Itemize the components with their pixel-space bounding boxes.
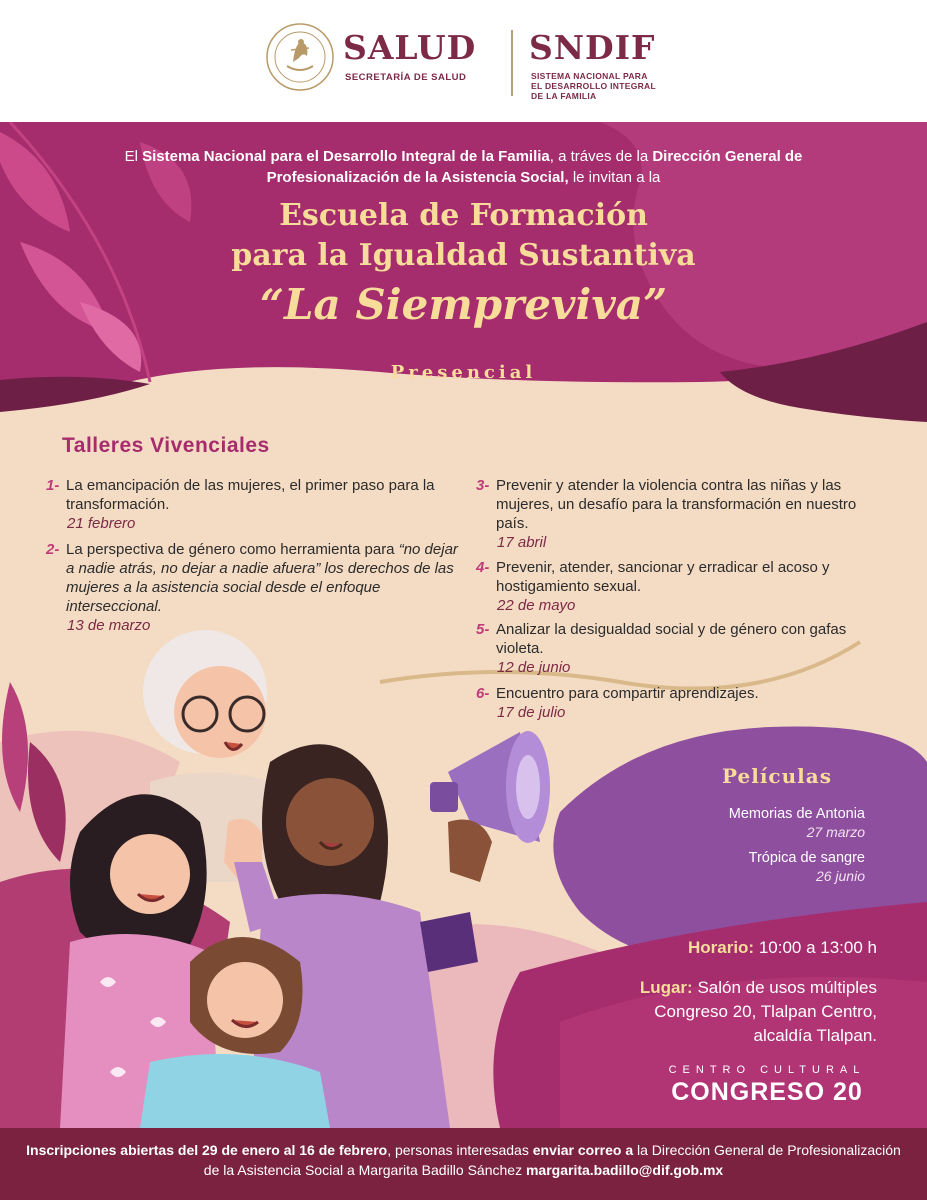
- film-title: Trópica de sangre: [748, 850, 865, 866]
- footer-text: , personas interesadas: [387, 1142, 533, 1158]
- place-line-2: Congreso 20, Tlalpan Centro,: [654, 1002, 877, 1021]
- sndif-wordmark: SNDIF: [529, 28, 656, 67]
- salud-subtitle: SECRETARÍA DE SALUD: [345, 72, 467, 83]
- workshop-number: 2-: [46, 541, 60, 558]
- films-heading: Películas: [722, 764, 832, 788]
- footer-text: la Dirección General de Profesionalización de la Asistencia Social a Margarita Badillo Sánchez: [203, 1142, 901, 1178]
- salud-wordmark: SALUD: [343, 28, 477, 67]
- workshops-heading: Talleres Vivenciales: [62, 434, 270, 457]
- registration-note: [20, 1140, 907, 1180]
- workshop-date: 13 de marzo: [67, 617, 151, 634]
- workshop-text: Prevenir, atender, sancionar y erradicar el acoso y hostigamiento sexual.: [496, 559, 830, 595]
- schedule: [688, 938, 877, 958]
- workshop-item: [476, 476, 888, 552]
- place-line: [640, 978, 877, 998]
- intro-prefix: El: [124, 148, 143, 165]
- workshop-date: 21 febrero: [67, 515, 136, 532]
- workshop-date: 12 de junio: [497, 659, 571, 676]
- place-line-1: Salón de usos múltiples: [697, 978, 877, 997]
- workshop-item: [46, 540, 466, 635]
- workshop-text: La perspectiva de género como herramienta para: [66, 541, 399, 558]
- header: [0, 0, 927, 122]
- footer: [0, 1128, 927, 1200]
- film-date: 27 marzo: [806, 824, 865, 840]
- place-label: Lugar:: [639, 978, 693, 997]
- registration-dates: Inscripciones abiertas del 29 de enero al 16 de febrero: [26, 1142, 388, 1158]
- film-date: 26 junio: [815, 868, 865, 884]
- schedule-value: 10:00 a 13:00 h: [758, 938, 877, 957]
- intro-middle: , a tráves de la: [549, 148, 653, 165]
- title-line-3: “La Siempreviva”: [259, 280, 668, 329]
- workshop-number: 1-: [46, 477, 60, 494]
- mexican-coat-of-arms-seal: [265, 22, 335, 92]
- workshop-text: Encuentro para compartir aprendizajes.: [496, 685, 759, 702]
- workshop-item: [46, 476, 466, 533]
- header-divider: [511, 30, 513, 96]
- workshop-text-quote: “no dejar a nadie atrás, no dejar a nadie afuera” los derechos de las mujeres a la asistencia social desde el enfoque interseccional.: [66, 541, 458, 615]
- workshop-item: [476, 684, 888, 722]
- workshop-number: 4-: [476, 559, 490, 576]
- intro-directorate: Dirección General de Profesionalización de la Asistencia Social,: [266, 148, 803, 186]
- workshop-number: 6-: [476, 685, 490, 702]
- workshop-text: Prevenir y atender la violencia contra las niñas y las mujeres, un desafío para la transformación en nuestro país.: [496, 477, 857, 532]
- workshop-date: 17 abril: [497, 534, 547, 551]
- workshop-text: Analizar la desigualdad social y de género con gafas violeta.: [496, 621, 847, 657]
- footer-send-email: enviar correo a: [532, 1142, 634, 1158]
- workshop-item: [476, 620, 888, 677]
- workshop-date: 22 de mayo: [497, 597, 576, 614]
- modality-label: Presencial: [390, 362, 537, 383]
- sndif-subtitle-line: EL DESARROLLO INTEGRAL: [531, 81, 656, 91]
- sndif-subtitle-line: DE LA FAMILIA: [531, 91, 597, 101]
- workshop-number: 3-: [476, 477, 490, 494]
- poster: [0, 122, 927, 1128]
- title-line-1: Escuela de Formación: [279, 198, 648, 233]
- contact-email-link[interactable]: margarita.badillo@dif.gob.mx: [525, 1162, 724, 1178]
- workshop-date: 17 de julio: [497, 704, 566, 721]
- workshop-item: [476, 558, 888, 615]
- intro-paragraph: [70, 146, 857, 188]
- intro-suffix: le invitan a la: [568, 169, 661, 186]
- workshop-number: 5-: [476, 621, 490, 638]
- film-title: Memorias de Antonia: [728, 806, 865, 822]
- venue-logo-bottom: CONGRESO 20: [671, 1078, 863, 1106]
- workshop-text: La emancipación de las mujeres, el primer paso para la transformación.: [66, 477, 435, 513]
- schedule-label: Horario:: [687, 938, 755, 957]
- sndif-subtitle-line: SISTEMA NACIONAL PARA: [531, 71, 648, 81]
- venue-logo-top: CENTRO CULTURAL: [668, 1064, 866, 1076]
- title-line-2: para la Igualdad Sustantiva: [231, 238, 696, 273]
- place-line-3: alcaldía Tlalpan.: [753, 1026, 877, 1045]
- intro-organization: Sistema Nacional para el Desarrollo Integral de la Familia: [142, 148, 550, 165]
